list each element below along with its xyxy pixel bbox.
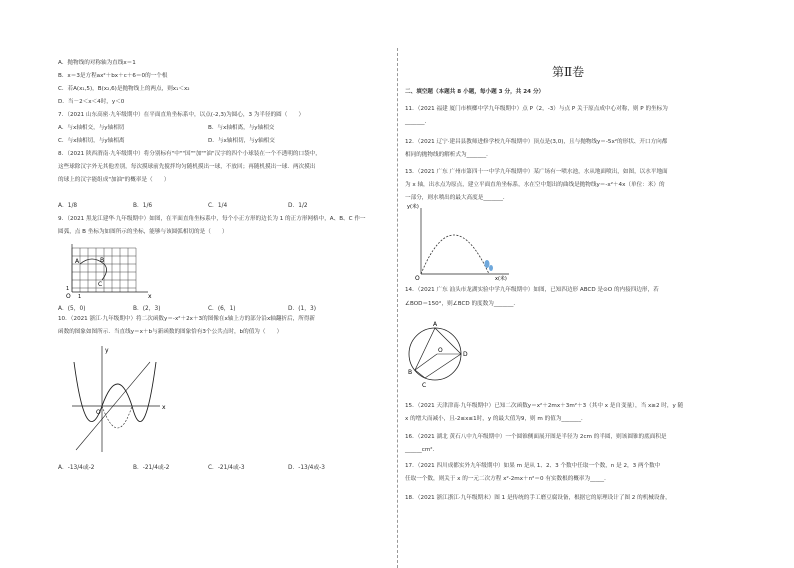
left-text-line: 10．（2021 浙江·九年级期中）将二次函数y＝-x²＋2x＋3的图像在x轴上方的部分沿x轴翻折后，所得新 xyxy=(58,316,316,322)
axis-label-y: y xyxy=(105,347,109,354)
right-text-line: 12．（2021 辽宁·建昌县教师进修学校九年级期中）顶点是(3,0)，且与抛物线y＝-5x²的形状、开口方向都 xyxy=(405,139,668,145)
right-text-line: ______cm²． xyxy=(405,447,439,453)
q13-fountain-figure xyxy=(405,200,515,282)
label-o: O xyxy=(66,293,71,300)
left-text-line: D．当－2＜x＜4时，y＜0 xyxy=(58,99,125,105)
label-d: D xyxy=(463,351,468,358)
right-text-line: x 的增大而减小，且-2≤x≤1时，y 的最大值为9，则 m 的值为_______． xyxy=(405,416,587,422)
right-text-line: 为 x 轴，出水点为原点，建立平面直角坐标系，水在空中划出的曲线是抛物线y＝-x²＋4x（单位：米）的 xyxy=(405,182,665,188)
label-o: O xyxy=(96,409,101,416)
right-text-line: 二、填空题（本题共 8 小题，每小题 3 分，共 24 分） xyxy=(405,89,545,95)
q9-grid-figure xyxy=(58,240,158,302)
left-text-line: B．与x轴相离，与y轴相交 xyxy=(208,125,275,131)
label-b: B xyxy=(408,369,413,376)
right-text-line: 一部分，则水喷出的最大高度是_______． xyxy=(405,195,509,201)
label-o: O xyxy=(438,347,443,354)
q14-circle-figure xyxy=(405,318,475,392)
left-text-line: 的球上的汉字能组成"加油"的概率是（ ） xyxy=(58,177,170,183)
left-text-line: A．与x轴相交，与y轴相切 xyxy=(58,125,125,131)
left-text-line: C．与x轴相切，与y轴相离 xyxy=(58,138,125,144)
q10-function-figure xyxy=(68,342,178,454)
q10-option-d[interactable]: D．-13/4或-3 xyxy=(288,465,325,471)
q9-option-d[interactable]: D．(1，3) xyxy=(288,306,316,312)
label-a: A xyxy=(75,258,80,265)
right-text-line: 14．（2021 广东 汕头市龙湖实验中学九年级期中）如图，已知四边形 ABCD 是⊙O 的内接四边形，若 xyxy=(405,287,659,293)
section-title: 第Ⅱ卷 xyxy=(552,65,585,79)
left-text-line: 7．（2021 山东高密·九年级期中）在平面直角坐标系中，以点(-2,3)为圆心，3 为半径的圆（ ） xyxy=(58,112,305,118)
left-text-line: 圆弧，点 B 坐标为如图所示的坐标，能够与该圆弧相切的是（ ） xyxy=(58,229,228,235)
q10-option-b[interactable]: B．-21/4或-2 xyxy=(133,465,170,471)
water-parabola xyxy=(421,235,489,274)
new-function-curve xyxy=(74,362,156,422)
axis-label-x: x xyxy=(162,404,166,411)
right-text-line: 11．（2021 福建 厦门市槟榔中学九年级期中）点 P（2，-3）与点 P 关于原点成中心对称，则 P 的坐标为 xyxy=(405,106,668,112)
right-text-line: 15．（2021 天津津南·九年级期中）已知二次函数y＝x²＋2mx＋3m²＋3（其中 x 是自变量），当 x≥2 时，y 随 xyxy=(405,403,684,409)
left-text-line: B．x＝3是方程ax²＋bx＋c＋6＝0的一个根 xyxy=(58,73,168,79)
water-drop-icon xyxy=(489,265,493,271)
q9-option-c[interactable]: C．(6，1) xyxy=(208,306,236,312)
right-text-line: 18．（2021 浙江浙江·九年级期末）图 1 是传统的手工磨豆腐设备，根据它的原理设计了图 2 的机械设备， xyxy=(405,495,671,501)
q8-option-b[interactable]: B．1/6 xyxy=(133,203,153,209)
axis-label-x: x(米) xyxy=(495,276,507,282)
left-text-line: 这些球除汉字外无其他差别，每次摸球前先搅拌均匀随机摸出一球，不放回；再随机摸出一球．两次摸出 xyxy=(58,164,316,170)
right-text-line: 17．（2021 四川成都实外九年级期中）如果 m 是从 1、2、3 个数中任取一个数，n 是 2，3 两个数中 xyxy=(405,463,661,469)
axis-label-x: x xyxy=(148,293,152,300)
column-divider xyxy=(397,48,398,568)
right-text-line: 相同的抛物线的解析式为_______． xyxy=(405,152,492,158)
q9-option-a[interactable]: A．(5，0) xyxy=(58,306,86,312)
left-text-line: A．抛物线的对称轴为直线x＝1 xyxy=(58,60,136,66)
right-text-line: _______． xyxy=(405,119,431,125)
q10-option-a[interactable]: A．-13/4或-2 xyxy=(58,465,95,471)
left-text-line: 函数的图象如图所示．当直线y＝x＋b与新函数的图象恰有3个公共点时，b的值为（ ） xyxy=(58,329,283,335)
q8-option-c[interactable]: C．1/4 xyxy=(208,203,228,209)
tick-label-y1: 1 xyxy=(66,286,70,292)
label-c: C xyxy=(422,382,427,389)
radius-ob xyxy=(415,354,437,370)
right-text-line: ∠BOD＝150°，则∠BCD 的度数为_______． xyxy=(405,301,520,307)
label-b: B xyxy=(100,257,105,264)
left-text-line: 8．（2021 陕西渭南·九年级期中）将分别标有"中""国""加""油"汉字的四个小球装在一个不透明的口袋中， xyxy=(58,151,321,157)
right-text-line: 13．（2021 广东 广州市第四十一中学九年级期中）某广场有一喷水池，水从地面喷出，如图，以水平地面 xyxy=(405,169,668,175)
water-drop-icon xyxy=(485,260,490,268)
q10-option-c[interactable]: C．-21/4或-3 xyxy=(208,465,245,471)
left-text-line: C．若A(x₁,5)，B(x₂,6)是抛物线上的两点，则x₁＜x₂ xyxy=(58,86,190,92)
left-text-line: D．与x轴相切，与y轴相交 xyxy=(208,138,275,144)
label-c: C xyxy=(98,281,103,288)
right-text-line: 任取一个数，则关于 x 的一元二次方程 x²-2mx＋n²＝0 有实数根的概率为_____． xyxy=(405,476,610,482)
q8-option-a[interactable]: A．1/8 xyxy=(58,203,78,209)
axis-label-y: y(米) xyxy=(407,204,419,210)
left-text-line: 9．（2021 黑龙江建华·九年级期中）如图，在平面直角坐标系中，每个小正方形的边长为 1 的正方形网格中，A、B、C 作一 xyxy=(58,216,366,222)
tick-label-x1: 1 xyxy=(78,294,82,300)
original-curve-dashed xyxy=(102,406,132,428)
label-a: A xyxy=(433,321,438,328)
right-text-line: 16．（2021 湖北 黄石八中九年级期中）一个圆锥侧面展开图是半径为 2cm 的半圆，则该圆锥的底面积是 xyxy=(405,434,667,440)
q8-option-d[interactable]: D．1/2 xyxy=(288,203,308,209)
q9-option-b[interactable]: B．(2，3) xyxy=(133,306,161,312)
label-o: O xyxy=(415,275,420,282)
